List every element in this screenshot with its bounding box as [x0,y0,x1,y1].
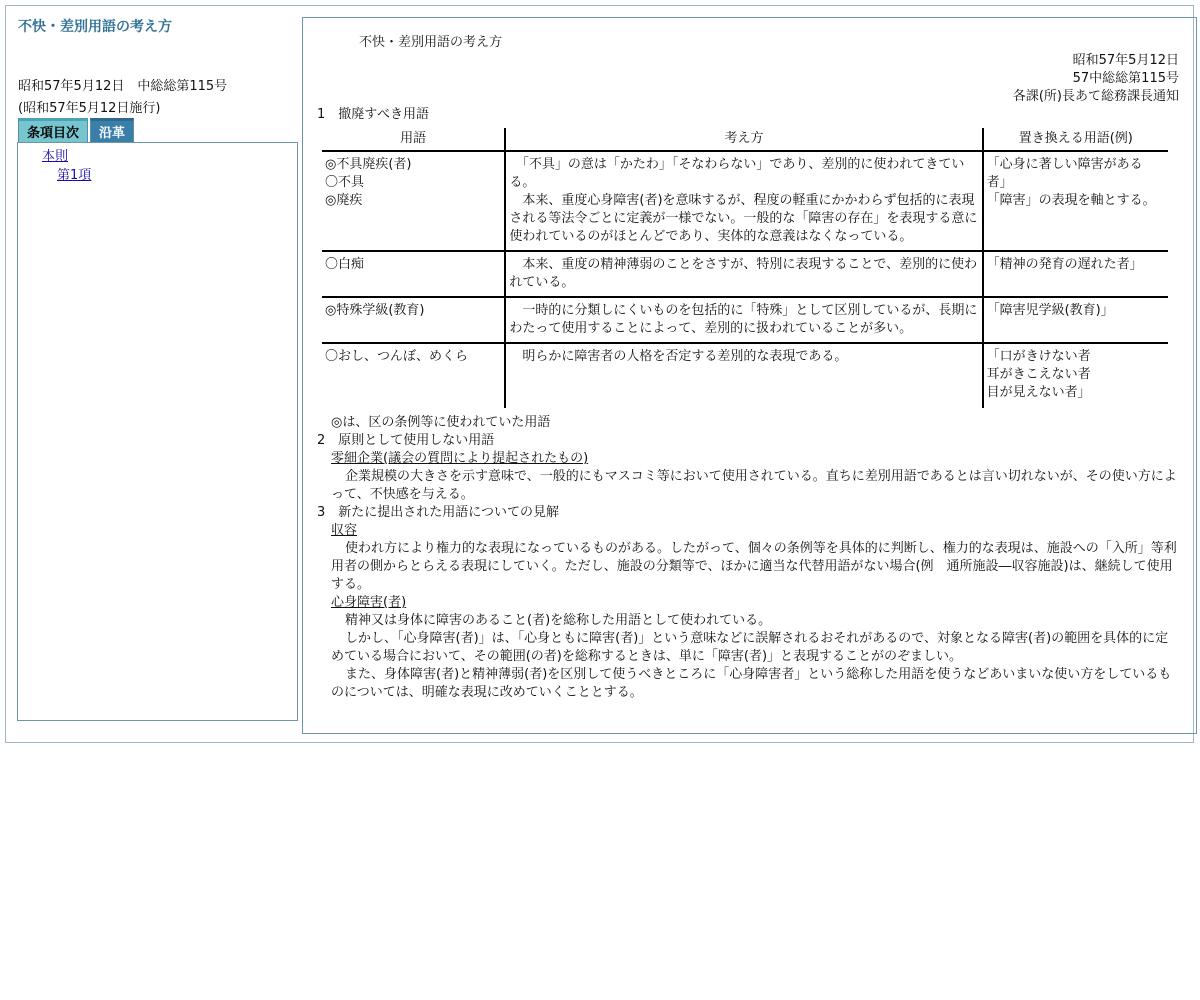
notice-header [317,52,1179,106]
cell-replace: 「精神の発育の遅れた者」 [983,251,1168,297]
section-2-text: 企業規模の大きさを示す意味で、一般的にもマスコミ等において使用されている。直ちに差別用語であるとは言い切れないが、その使い方によって、不快感を与える。 [331,469,1177,502]
section-3-text-2b: しかし、「心身障害(者)」は、「心身ともに障害(者)」という意味などに誤解されるおそれがあるので、対象となる障害(者)の範囲を具体的に定めている場合において、その範囲(の者)を総称するときは、単に「障害(者)」と表現することがのぞましい。 [331,631,1169,664]
table-row [322,297,1168,343]
notice-date: 昭和57年5月12日 [1072,53,1179,68]
toc-link-honsoku[interactable]: 本則 [42,149,69,164]
toc-panel [17,142,298,721]
section-3-text-2c: また、身体障害(者)と精神薄弱(者)を区別して使うべきところに「心身障害者」という総称した用語を使うなどあいまいな使い方をしているものについては、明確な表現に改めていくこととする。 [331,667,1172,700]
tab-bar [18,118,136,144]
main-title: 不快・差別用語の考え方 [359,35,503,50]
section-3-term-1 [317,522,1179,540]
header-idea: 考え方 [505,128,982,151]
section-3-text-1: 使われ方により権力的な表現になっているものがある。したがって、個々の条例等を具体的に判断し、権力的な表現は、施設への「入所」等利用者の側からとらえる表現にしていく。ただし、施設の分類等で、ほかに適当な代替用語がない場合(例 通所施設―収容施設)は、継続して使用する。 [331,541,1177,592]
page-frame [5,5,1194,743]
cell-term: ◎不具廃疾(者) 〇不具 ◎廃疾 [322,151,505,251]
terms-table [322,128,1168,408]
section-2-term-label: 零細企業(議会の質問により提起されたもの) [331,451,589,466]
header-replace: 置き換える用語(例) [983,128,1168,151]
cell-replace: 「心身に著しい障害がある者」 「障害」の表現を軸とする。 [983,151,1168,251]
section-2-heading: 2 原則として使用しない用語 [317,433,495,448]
section-3-term-2 [317,594,1179,612]
meta-line-1: 昭和57年5月12日 中総総第115号 [18,79,228,94]
main-content [302,17,1197,734]
cell-idea: 本来、重度の精神薄弱のことをさすが、特別に表現することで、差別的に使われている。 [505,251,982,297]
table-row [322,151,1168,251]
cell-idea: 明らかに障害者の人格を否定する差別的な表現である。 [505,343,982,408]
table-note: ◎は、区の条例等に使われていた用語 [331,415,551,430]
cell-term: 〇白痴 [322,251,505,297]
cell-term: ◎特殊学級(教育) [322,297,505,343]
cell-idea: 一時的に分類しにくいものを包括的に「特殊」として区別しているが、長期にわたって使用することによって、差別的に扱われていることが多い。 [505,297,982,343]
table-row [322,251,1168,297]
section-3-text-2a: 精神又は身体に障害のあること(者)を総称した用語として使われている。 [345,613,772,628]
header-term: 用語 [322,128,505,151]
cell-idea: 「不具」の意は「かたわ」「そなわらない」であり、差別的に使われてきている。 本来、重度心身障害(者)を意味するが、程度の軽重にかかわらず包括的に表現される等法令ごとに定義が一様でない。一般的な「障害の存在」を表現する意に使われているのがほとんどであり、実体的な意義はなくなっている。 [505,151,982,251]
section-3-heading: 3 新たに提出された用語についての見解 [317,505,560,520]
cell-replace: 「障害児学級(教育)」 [983,297,1168,343]
table-row [322,343,1168,408]
tab-toc[interactable]: 条項目次 [18,118,88,143]
cell-replace: 「口がきけない者 耳がきこえない者 目が見えない者」 [986,349,1091,400]
left-panel [18,16,300,120]
section-2-term [317,450,1179,468]
section-3-term-1-label: 収容 [331,523,358,538]
section-1-heading: 1 撤廃すべき用語 [317,107,430,122]
document-title: 不快・差別用語の考え方 [18,19,172,35]
toc-link-article-1[interactable]: 第1項 [57,168,92,183]
document-meta [18,76,300,120]
notice-addressee: 各課(所)長あて総務課長通知 [1012,89,1179,104]
meta-line-2: (昭和57年5月12日施行) [18,101,161,116]
table-header-row [322,128,1168,151]
tab-history[interactable]: 沿革 [90,118,134,143]
notice-number: 57中総総第115号 [1072,71,1179,86]
section-3-term-2-label: 心身障害(者) [331,595,407,610]
cell-term: 〇おし、つんぼ、めくら [322,343,505,408]
